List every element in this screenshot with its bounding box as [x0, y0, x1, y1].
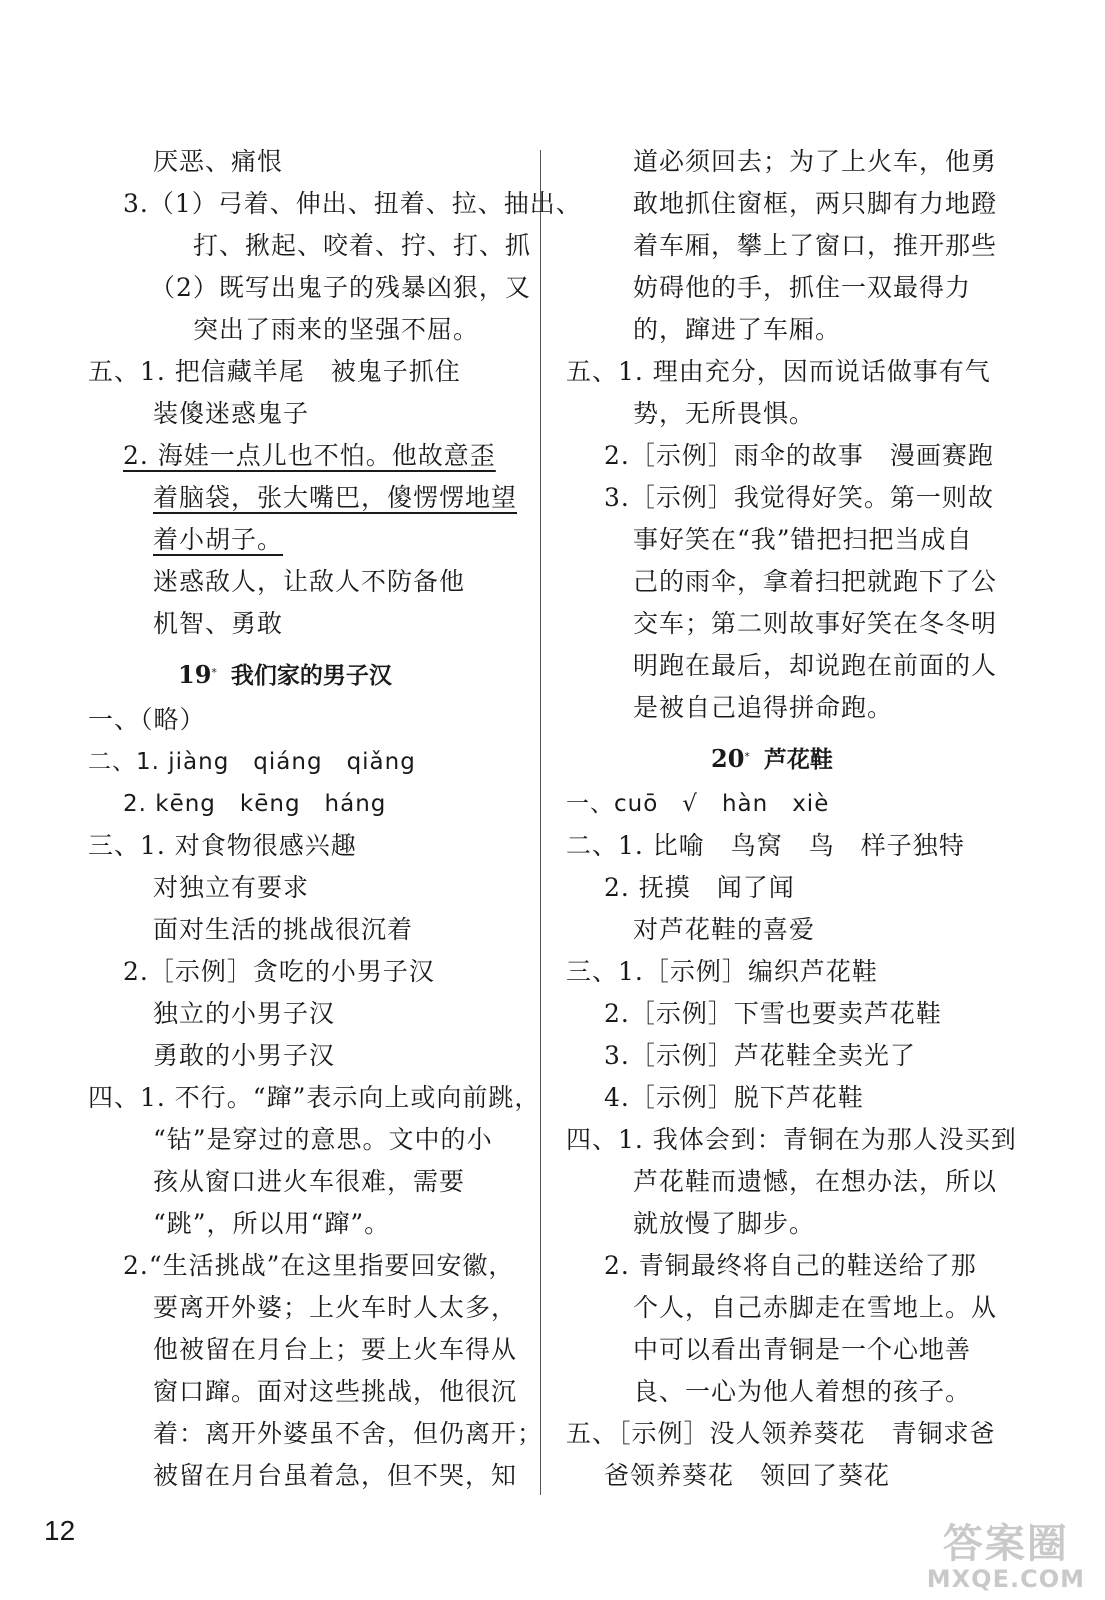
- answer-line: 4.［示例］脱下芦花鞋: [604, 1083, 864, 1112]
- answer-line: 着：离开外婆虽不舍，但仍离开；: [153, 1419, 544, 1448]
- answer-line-underlined: 着脑袋，张大嘴巴，傻愣愣地望: [153, 483, 518, 512]
- answer-line: 迷惑敌人，让敌人不防备他: [153, 567, 466, 596]
- answer-line: 3.（1）弓着、伸出、扭着、拉、抽出、: [123, 189, 582, 218]
- answer-line: 中可以看出青铜是一个心地善: [633, 1335, 972, 1364]
- answer-line: 五、［示例］没人领养葵花 青铜求爸: [566, 1419, 996, 1448]
- answer-line: 事好笑在“我”错把扫把当成自: [633, 525, 973, 554]
- answer-line: （2）既写出鬼子的残暴凶狠，又: [150, 273, 531, 302]
- answer-line: 势，无所畏惧。: [633, 399, 816, 428]
- answer-line: “钻”是穿过的意思。文中的小: [153, 1125, 493, 1154]
- answer-line: 敢地抓住窗框，两只脚有力地蹬: [633, 189, 998, 218]
- answer-line: 对芦花鞋的喜爱: [633, 915, 816, 944]
- lesson-title: 我们家的男子汉: [230, 663, 392, 689]
- column-divider: [540, 150, 541, 1495]
- answer-line: 良、一心为他人着想的孩子。: [633, 1377, 972, 1406]
- answer-line: 对独立有要求: [153, 873, 310, 902]
- lesson-mark: *: [744, 750, 750, 763]
- answer-line: 五、1. 理由充分，因而说话做事有气: [566, 357, 991, 386]
- answer-line: 独立的小男子汉: [153, 999, 336, 1028]
- answer-line: 的，蹿进了车厢。: [633, 315, 842, 344]
- answer-line: 突出了雨来的坚强不屈。: [193, 315, 480, 344]
- answer-line: 勇敢的小男子汉: [153, 1041, 336, 1070]
- answer-line: 3.［示例］芦花鞋全卖光了: [604, 1041, 916, 1070]
- answer-line: 3.［示例］我觉得好笑。第一则故: [604, 483, 994, 512]
- answer-line: 就放慢了脚步。: [633, 1209, 816, 1238]
- answer-line: 交车；第二则故事好笑在冬冬明: [633, 609, 998, 638]
- answer-line-pinyin: 2. kēng kēng háng: [123, 791, 387, 817]
- answer-line: 2.［示例］雨伞的故事 漫画赛跑: [604, 441, 994, 470]
- answer-line-underlined: 2. 海娃一点儿也不怕。他故意歪: [123, 441, 496, 470]
- lesson-20-heading: [711, 742, 833, 777]
- answer-line: 面对生活的挑战很沉着: [153, 915, 414, 944]
- answer-line: 2.［示例］下雪也要卖芦花鞋: [604, 999, 942, 1028]
- answer-line: 四、1. 我体会到：青铜在为那人没买到: [566, 1125, 1017, 1154]
- answer-line: 被留在月台虽着急，但不哭，知: [153, 1461, 518, 1490]
- answer-line-pinyin: 二、1. jiàng qiáng qiǎng: [88, 749, 416, 775]
- answer-line: 妨碍他的手，抓住一双最得力: [633, 273, 972, 302]
- answer-line: 二、1. 比喻 鸟窝 鸟 样子独特: [566, 831, 965, 860]
- lesson-number: 20: [711, 744, 745, 773]
- answer-line: 个人，自己赤脚走在雪地上。从: [633, 1293, 998, 1322]
- answer-line: 三、1. 对食物很感兴趣: [88, 831, 357, 860]
- answer-line: 三、1.［示例］编织芦花鞋: [566, 957, 878, 986]
- answer-line: 一、（略）: [88, 705, 206, 734]
- lesson-number: 19: [178, 660, 212, 689]
- answer-line: 2.［示例］贪吃的小男子汉: [123, 957, 435, 986]
- answer-line-pinyin: 一、cuō √ hàn xiè: [566, 791, 830, 817]
- answer-line: 着车厢，攀上了窗口，推开那些: [633, 231, 998, 260]
- watermark-url: MXQE.COM: [926, 1565, 1085, 1593]
- answer-line: 道必须回去；为了上火车，他勇: [633, 147, 998, 176]
- lesson-title: 芦花鞋: [763, 747, 833, 773]
- watermark-title: 答案圈: [942, 1521, 1069, 1567]
- watermark-logo: [927, 1522, 1085, 1592]
- page-number: 12: [44, 1515, 76, 1546]
- answer-line: 五、1. 把信藏羊尾 被鬼子抓住: [88, 357, 461, 386]
- answer-line: 2. 抚摸 闻了闻: [604, 873, 795, 902]
- answer-line: 孩从窗口进火车很难，需要: [153, 1167, 466, 1196]
- answer-line: 明跑在最后，却说跑在前面的人: [633, 651, 998, 680]
- answer-line: 机智、勇敢: [153, 609, 284, 638]
- answer-line: 厌恶、痛恨: [153, 147, 284, 176]
- answer-line: 是被自己追得拼命跑。: [633, 693, 894, 722]
- answer-line: 爸领养葵花 领回了葵花: [604, 1461, 891, 1490]
- answer-line: 己的雨伞，拿着扫把就跑下了公: [633, 567, 998, 596]
- answer-line: “跳”，所以用“蹿”。: [153, 1209, 391, 1238]
- lesson-19-heading: [178, 658, 392, 693]
- answer-line: 2. 青铜最终将自己的鞋送给了那: [604, 1251, 977, 1280]
- answer-line-underlined: 着小胡子。: [153, 525, 284, 554]
- answer-line: 窗口蹿。面对这些挑战，他很沉: [153, 1377, 518, 1406]
- lesson-mark: *: [211, 666, 217, 679]
- answer-line: 打、揪起、咬着、拧、打、抓: [193, 231, 532, 260]
- answer-line: 芦花鞋而遗憾，在想办法，所以: [633, 1167, 998, 1196]
- answer-line: 四、1. 不行。“蹿”表示向上或向前跳，: [88, 1083, 541, 1112]
- answer-line: 装傻迷惑鬼子: [153, 399, 310, 428]
- answer-line: 要离开外婆；上火车时人太多，: [153, 1293, 518, 1322]
- answer-line: 他被留在月台上；要上火车得从: [153, 1335, 518, 1364]
- answer-line: 2.“生活挑战”在这里指要回安徽，: [123, 1251, 515, 1280]
